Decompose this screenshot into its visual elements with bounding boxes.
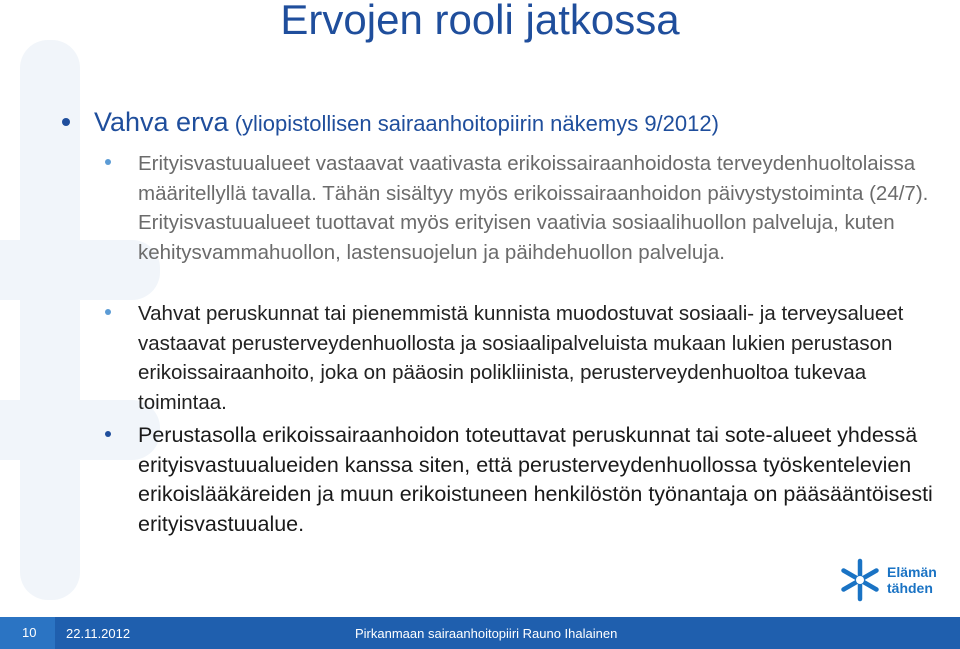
- elaman-tahden-logo: [836, 556, 946, 604]
- sub-bullet-text: Perustasolla erikoissairaanhoidon toteuttavat peruskunnat tai sote-alueet yhdessä erityisvastuualueiden kanssa siten, että perusterveydenhuollossa työskentelevien erikoislääkäreiden ja muun erikoistuneen henkilöstön työnantaja on pääsääntöisesti erityisvastuualue.: [138, 423, 933, 536]
- page-number-box: [0, 617, 55, 649]
- logo-line-2: tähden: [887, 580, 933, 596]
- page-number: 10: [22, 625, 37, 640]
- sub-bullet-marker: [105, 431, 111, 437]
- main-bullet-lead: Vahva erva: [94, 107, 229, 137]
- main-bullet-text: [94, 104, 719, 142]
- footer-organization: Pirkanmaan sairaanhoitopiiri Rauno Ihalainen: [355, 626, 618, 641]
- main-bullet-parenthetical: (yliopistollisen sairaanhoitopiirin näkemys 9/2012): [228, 111, 719, 136]
- bullet-marker: [62, 118, 70, 126]
- star-of-life-icon: [836, 556, 884, 604]
- slide-title: Ervojen rooli jatkossa: [280, 0, 680, 43]
- sub-bullet-text: Erityisvastuualueet vastaavat vaativasta erikoissairaanhoidosta terveydenhuoltolaissa määritellyllä tavalla. Tähän sisältyy myös erikoissairaanhoidon päivystystoiminta (24/7). Erityisvastuualueet tuottavat myös erityisen vaativia sosiaalihuollon palveluja, kuten kehitysvammahuollon, lastensuojelun ja päihdehuollon palveluja.: [138, 152, 929, 264]
- sub-bullet-text: Vahvat peruskunnat tai pienemmistä kunnista muodostuvat sosiaali- ja terveysalueet vastaavat perusterveydenhuollosta ja sosiaalipalveluista mukaan lukien perustason erikoissairaanhoito, joka on pääosin polikliinista, perusterveydenhuoltoa tukevaa toimintaa.: [138, 302, 904, 414]
- footer-date: 22.11.2012: [66, 626, 131, 641]
- logo-line-1: Elämän: [887, 564, 937, 580]
- logo-wordmark: [887, 564, 937, 596]
- sub-bullet-marker: [105, 159, 111, 165]
- footer-bar: [0, 617, 960, 649]
- sub-bullet-marker: [105, 309, 111, 315]
